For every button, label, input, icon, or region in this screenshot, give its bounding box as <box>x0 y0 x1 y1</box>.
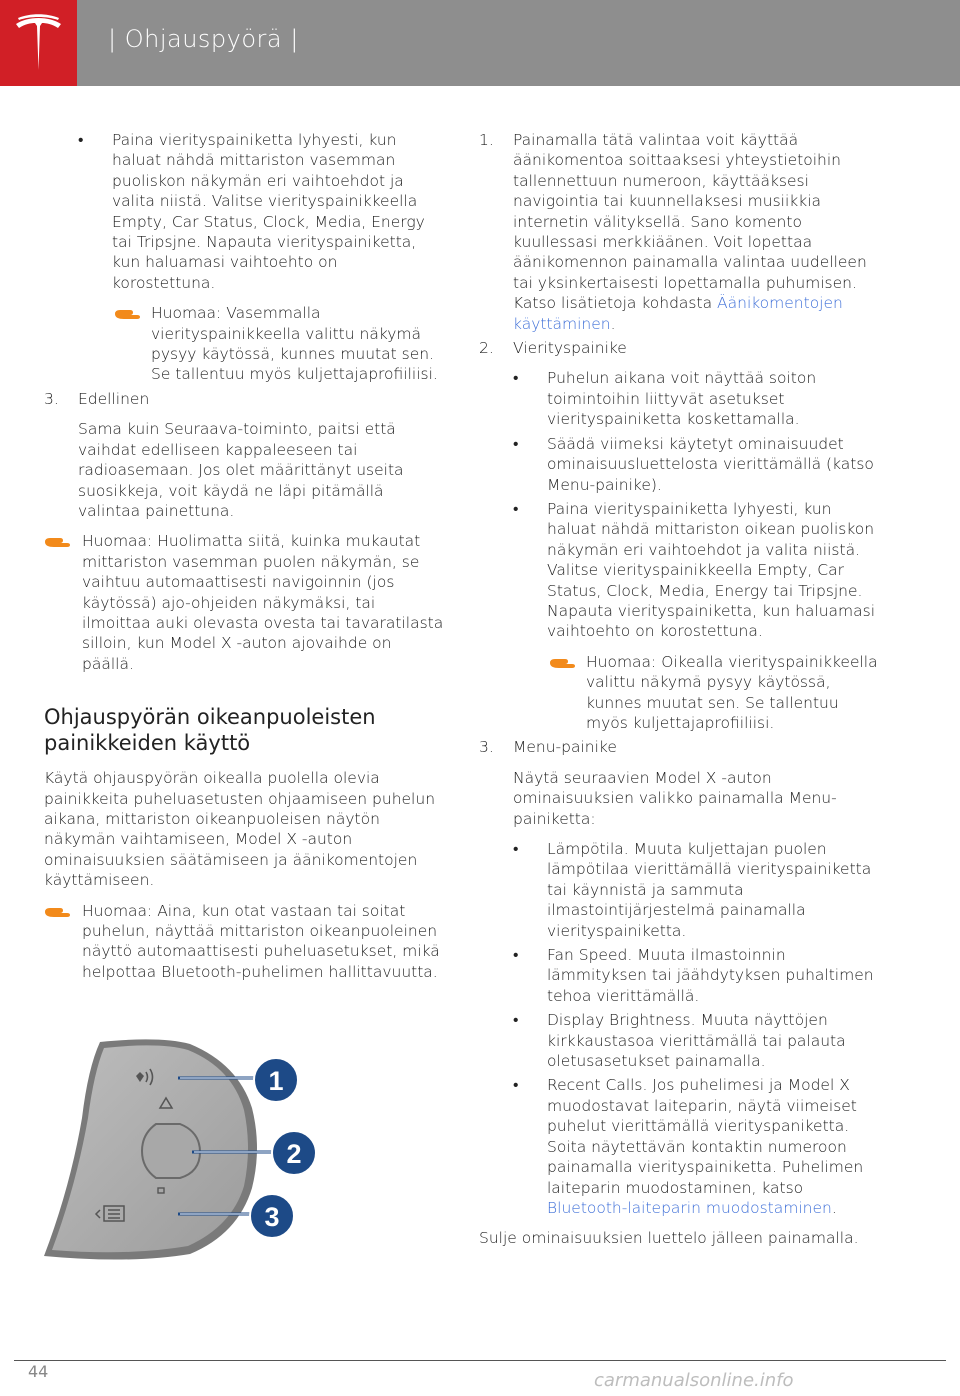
bullet-item <box>513 499 879 642</box>
bullet-item <box>513 434 879 495</box>
bullet-item <box>513 945 879 1006</box>
bullet-text: Paina vierityspainiketta lyhyesti, kun haluat nähdä mittariston vasemman puoliskon näkymän eri vaihtoehdot ja valita niistä. Valitse vierityspainikkeella Empty, Car Status, Clock, Media, Energy tai Tripsjne. Napauta vierityspainiketta, kun haluamasi vaihtoehto on korostettuna. <box>112 131 425 292</box>
left-column <box>44 130 444 982</box>
tesla-logo <box>0 0 77 86</box>
list-item <box>479 130 879 334</box>
list-item <box>78 130 444 293</box>
note <box>44 303 444 385</box>
bullet-item <box>513 839 879 941</box>
callout-1-label: 1 <box>268 1066 284 1096</box>
scroll-wheel <box>142 1124 200 1178</box>
bullet-marker: • <box>513 499 519 518</box>
footer-divider <box>14 1360 946 1361</box>
pointing-hand-icon <box>44 903 72 921</box>
list-text: Painamalla tätä valintaa voit käyttää äänikomentoa soittaaksesi yhteystietoihin tallennettuun numeroon, käyttääksesi navigointia tai kuunnellaksesi musiikkia internetin välityksellä. Sano komento kuullessasi merkkiäänen. Voit lopettaa äänikomennon painamalla valintaa uudelleen tai yksinkertaisesti lopettamalla puhumisen. Katso lisätietoja kohdasta Äänikomentojen käyttäminen. <box>513 131 867 333</box>
tesla-t-icon <box>14 14 63 72</box>
list-item <box>479 338 879 733</box>
pointing-hand-icon <box>549 654 577 672</box>
bullet-marker: • <box>513 840 519 858</box>
page-title: | Ohjauspyörä | <box>108 25 299 53</box>
list-title: Edellinen <box>78 389 150 408</box>
note <box>44 531 444 674</box>
bullet-item <box>513 1075 879 1218</box>
closing-paragraph: Sulje ominaisuuksien luettelo jälleen painamalla. <box>479 1229 859 1248</box>
callout-3-label: 3 <box>264 1202 280 1232</box>
pointing-hand-icon <box>44 533 72 551</box>
bullet-text: Fan Speed. Muuta ilmastoinnin lämmityksen tai jäähdytyksen puhaltimen tehoa vierittämällä. <box>547 946 874 1005</box>
note-text: Huomaa: Vasemmalla vierityspainikkeella valittu näkymä pysyy käytössä, kunnes muutat sen. Se tallentuu myös kuljettajaprofiiliisi. <box>151 304 438 384</box>
bluetooth-pairing-link[interactable]: Bluetooth-laiteparin muodostaminen <box>547 1198 832 1217</box>
list-title: Menu-painike <box>513 738 617 757</box>
bullet-marker: • <box>513 1076 519 1095</box>
watermark: carmanualsonline.info <box>594 1370 794 1391</box>
list-text: Sama kuin Seuraava-toiminto, paitsi että vaihdat edelliseen kappaleeseen tai radioasemaan. Jos olet määrittänyt useita suosikkeja, voit käydä ne läpi pitämällä valintaa painettuna. <box>78 420 404 520</box>
note-text: Huomaa: Huolimatta siitä, kuinka mukautat mittariston vasemman puolen näkymän, se vaihtuu automaattisesti navigoinnin (jos käytössä) ajo-ohjeiden näkymäksi, tai ilmoittaa auki olevasta ovesta tai tavaratilasta silloin, kun Model X -auton ajovaihde on päällä. <box>82 532 444 673</box>
bullet-marker: • <box>513 946 519 965</box>
bullet-marker: • <box>513 369 519 388</box>
bullet-text: Recent Calls. Jos puhelimesi ja Model X muodostavat laiteparin, näytä viimeiset puhelut vierittämällä vierityspaniketta. Soita näytettävän kontaktin numeroon painamalla vierityspainiketta. Puhelimen laiteparin muodostaminen, katso Bluetooth-laiteparin muodostaminen. <box>547 1076 864 1217</box>
bullet-marker: • <box>513 434 519 453</box>
steering-buttons-illustration <box>40 1038 330 1262</box>
note <box>513 652 879 734</box>
bullet-text: Lämpötila. Muuta kuljettajan puolen lämpötilaa vierittämällä vierityspainiketta tai käynnistä ja sammuta ilmastointijärjestelmä painamalla vierityspainiketta. <box>547 840 872 940</box>
section-heading: Ohjauspyörän oikeanpuoleisten painikkeiden käyttö <box>44 705 376 756</box>
list-title: Vierityspainike <box>513 339 627 358</box>
note <box>44 901 444 983</box>
list-number: 3. <box>44 389 59 408</box>
section-paragraph: Käytä ohjauspyörän oikealla puolella olevia painikkeita puheluasetusten ohjaamiseen puhelun aikana, mittariston oikeanpuoleisen näytön näkymän vaihtamiseen, Model X -auton ominaisuuksien säätämiseen ja äänikomentojen käyttämiseen. <box>44 769 436 890</box>
list-text-body: Painamalla tätä valintaa voit käyttää äänikomentoa soittaaksesi yhteystietoihin tallennettuun numeroon, käyttääksesi navigointia tai kuunnellaksesi musiikkia internetin välityksellä. Sano komento kuullessasi merkkiäänen. Voit lopettaa äänikomennon painamalla valintaa uudelleen tai yksinkertaisesti lopettamalla puhumisen. Katso lisätietoja kohdasta <box>513 131 867 313</box>
bullet-text-body: Recent Calls. Jos puhelimesi ja Model X muodostavat laiteparin, näytä viimeiset puhelut vierittämällä vierityspaniketta. Soita näytettävän kontaktin numeroon painamalla vierityspainiketta. Puhelimen laiteparin muodostaminen, katso <box>547 1076 864 1197</box>
bullet-item <box>513 1010 879 1071</box>
bullet-text: Paina vierityspainiketta lyhyesti, kun haluat nähdä mittariston oikean puoliskon näkymän eri vaihtoehdot ja valita niistä. Valitse vierityspainikkeella Empty, Car Status, Clock, Media, Energy tai Tripsjne. Napauta vierityspainiketta, kun haluamasi vaihtoehto on korostettuna. <box>547 499 876 641</box>
note-text: Huomaa: Aina, kun otat vastaan tai soitat puhelun, näyttää mittariston oikeanpuoleinen näyttö automaattisesti puheluasetukset, mikä helpottaa Bluetooth-puhelimen hallittavuutta. <box>82 901 440 981</box>
bullet-marker: • <box>78 131 84 149</box>
bullet-text: Display Brightness. Muuta näyttöjen kirkkaustasoa vierittämällä tai palauta oletusasetukset painamalla. <box>547 1011 846 1071</box>
bullet-item <box>513 368 879 429</box>
list-number: 1. <box>479 131 494 149</box>
list-item <box>479 737 879 1218</box>
list-number: 3. <box>479 738 494 757</box>
bullet-text: Säädä viimeksi käytetyt ominaisuudet ominaisuusluettelosta vierittämällä (katso Menu-painike). <box>547 434 874 494</box>
voice-commands-link[interactable]: Äänikomentojen käyttäminen <box>513 294 843 333</box>
right-column <box>479 130 879 1249</box>
list-number: 2. <box>479 339 494 358</box>
list-text: Näytä seuraavien Model X -auton ominaisuuksien valikko painamalla Menu-painiketta: <box>513 768 837 828</box>
list-item <box>44 389 444 521</box>
bullet-marker: • <box>513 1011 519 1030</box>
page-number: 44 <box>28 1362 49 1381</box>
note-text: Huomaa: Oikealla vierityspainikkeella valittu näkymä pysyy käytössä, kunnes muutat sen. Se tallentuu myös kuljettajaprofiiliisi. <box>586 652 878 732</box>
pointing-hand-icon <box>114 305 142 323</box>
page-header <box>0 0 960 86</box>
bullet-text: Puhelun aikana voit näyttää soiton toimintoihin liittyvät asetukset vierityspainiketta koskettamalla. <box>547 369 817 429</box>
callout-2-label: 2 <box>286 1139 302 1169</box>
